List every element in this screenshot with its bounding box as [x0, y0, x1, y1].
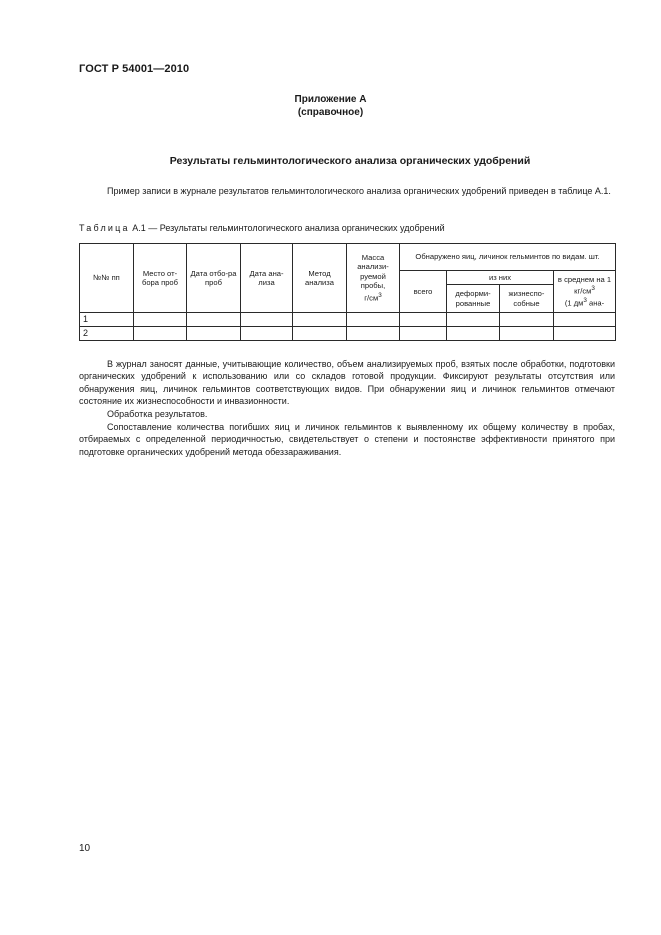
standard-header: ГОСТ Р 54001—2010 [79, 63, 190, 75]
table-row [80, 313, 616, 327]
col-header-date-sampling: Дата отбо-ра проб [187, 244, 241, 313]
avg-sup-1: 3 [591, 285, 595, 293]
page-number: 10 [79, 843, 91, 854]
body-paragraph-1 [79, 358, 615, 407]
section-title: Результаты гельминтологического анализа органических удобрений [169, 155, 531, 167]
body-text-2: Обработка результатов. [107, 409, 208, 419]
row-number: 1 [80, 313, 134, 327]
avg-label-3: ана- [586, 298, 605, 308]
col-header-deformed: деформи-рованные [447, 285, 500, 313]
avg-sup-2: 3 [583, 297, 587, 305]
body-paragraph-3 [79, 421, 615, 458]
col-header-viable: жизнеспо-собные [500, 285, 554, 313]
body-text-3: Сопоставление количества погибших яиц и личинок гельминтов к выявленному их общему количеству в пробах, отбираемых с определенной периодичностью, свидетельствует о степени и постоянстве эффективности принятого при подготовке органических удобрений метода обеззараживания. [79, 422, 615, 457]
mass-unit: г/см [364, 293, 379, 303]
table-caption-text: А.1 — Результаты гельминтологического анализа органических удобрений [129, 223, 445, 233]
col-header-place: Место от-бора проб [134, 244, 187, 313]
col-header-date-analysis: Дата ана-лиза [241, 244, 293, 313]
mass-unit-sup: 3 [378, 291, 382, 299]
table-row [80, 327, 616, 341]
col-header-num: №№ пп [80, 244, 134, 313]
col-header-detected: Обнаружено яиц, личинок гельминтов по видам. шт. [400, 244, 616, 271]
col-header-of-them: из них [447, 271, 554, 285]
col-header-method: Метод анализа [293, 244, 347, 313]
col-header-total: всего [400, 271, 447, 313]
annex-subtitle: (справочное) [297, 107, 364, 118]
annex-title: Приложение А [294, 94, 367, 105]
col-header-mass [347, 244, 400, 313]
intro-text: Пример записи в журнале результатов гельминтологического анализа органических удобрений приведен в таблице А.1. [107, 186, 611, 196]
results-table [79, 243, 616, 341]
avg-label: в среднем на 1 кг/см [557, 274, 612, 296]
table-caption-prefix: Таблица [79, 223, 130, 233]
table-caption [79, 223, 445, 233]
row-number: 2 [80, 327, 134, 341]
intro-paragraph [79, 185, 615, 197]
col-header-average [554, 271, 616, 313]
body-paragraph-2 [79, 408, 615, 420]
mass-label: Масса анализи-руемой пробы, [357, 252, 389, 291]
body-text-1: В журнал заносят данные, учитывающие количество, объем анализируемых проб, взятых после обработки, подготовки органических удобрений к использованию или со складов готовой продукции. Фиксируют результаты отсутствия или обнаружения яиц, личинок гельминтов соответствующих видов. При обнаружении яиц и личинок гельминтов отмечают состояние их жизнеспособности и инвазионности. [79, 359, 615, 406]
avg-label-2: (1 дм [564, 298, 584, 308]
